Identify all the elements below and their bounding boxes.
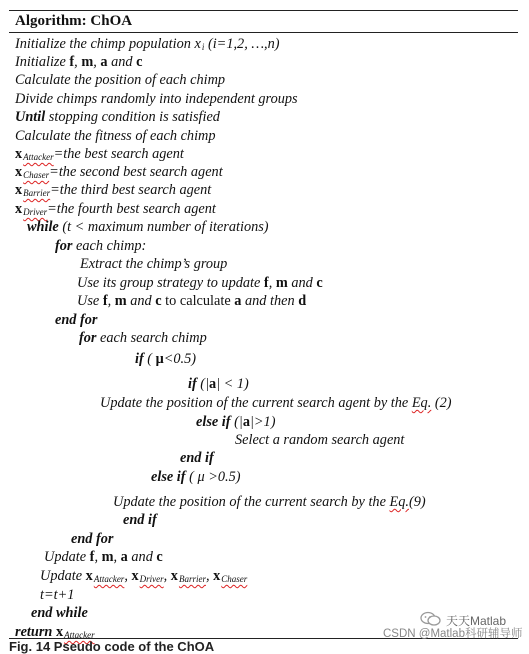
line-end-for-2: end for [71, 531, 114, 547]
line-until: Until stopping condition is satisfied [15, 109, 220, 125]
line-divide-groups: Divide chimps randomly into independent groups [15, 91, 298, 107]
algorithm-header [9, 11, 518, 33]
line-update-eq9: Update the position of the current search by the Eq.(9) [113, 494, 426, 510]
line-if-mu: if ( μ<0.5) [135, 351, 197, 367]
line-end-if-1: end if [180, 450, 214, 466]
watermark-name: 天天Matlab [446, 614, 507, 628]
line-group-strategy: Use its group strategy to update f, m and c [77, 275, 323, 291]
line-for-each-search-chimp: for each search chimp [79, 330, 207, 346]
line-increment-t: t=t+1 [40, 587, 75, 603]
line-calc-a-d: Use f, m and c to calculate a and then d [77, 293, 307, 309]
figure-caption: Fig. 14 Pseudo code of the ChOA [9, 639, 215, 654]
line-calc-position: Calculate the position of each chimp [15, 72, 226, 88]
line-attacker: $x_{Attacker}=the$ best search agent [15, 146, 184, 162]
line-initialize-population: Initialize the chimp population $x_i$ (i=1,2, …,n) [15, 36, 280, 52]
line-select-random: Select a random search agent [235, 432, 405, 448]
line-initialize-params: Initialize f, m, a and c [15, 54, 143, 70]
line-else-if-mu: else if ( μ >0.5) [151, 469, 241, 485]
line-end-while: end while [31, 605, 88, 621]
wechat-logo-icon [420, 612, 442, 626]
line-for-each-chimp: for each chimp: [55, 238, 147, 254]
line-driver: $x_{Driver}=the$ fourth best search agent [15, 201, 216, 217]
line-else-if-a-gt-1: else if (|a|>1) [196, 414, 276, 430]
line-update-params: Update f, m, a and c [44, 549, 163, 565]
watermark-csdn: CSDN @Matlab科研辅导师 [383, 628, 523, 640]
line-update-agents: Update $x_{Attacker}$, $x_{Driver}$, $x_{Barrier}$, $x_{Chaser}$ [40, 568, 248, 584]
line-end-for-1: end for [55, 312, 98, 328]
algorithm-title: Algorithm: ChOA [15, 13, 133, 29]
line-return: return $x_{Attacker}$ [15, 624, 95, 640]
line-while: while (t < maximum number of iterations) [27, 219, 269, 235]
line-barrier: $x_{Barrier}=the$ third best search agent [15, 182, 212, 198]
line-end-if-2: end if [123, 512, 157, 528]
line-update-eq2: Update the position of the current search agent by the Eq. (2) [100, 395, 452, 411]
line-extract-group: Extract the chimp’s group [80, 256, 228, 272]
line-if-a-lt-1: if (|a| < 1) [188, 376, 249, 392]
line-chaser: $x_{Chaser}=the$ second best search agent [15, 164, 223, 180]
line-calc-fitness: Calculate the fitness of each chimp [15, 128, 216, 144]
algorithm-box [9, 10, 518, 639]
